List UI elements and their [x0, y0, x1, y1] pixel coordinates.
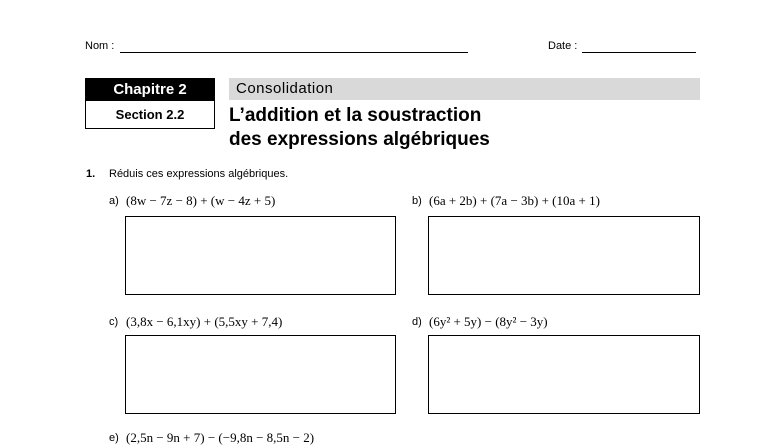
item-d-answer-box[interactable] — [428, 335, 700, 414]
item-b-answer-box[interactable] — [428, 216, 700, 295]
chapter-box — [85, 78, 215, 129]
date-line[interactable] — [582, 52, 696, 53]
date-label: Date : — [548, 40, 578, 52]
question-number: 1. — [86, 168, 96, 180]
title-line-2: des expressions algébriques — [229, 129, 490, 150]
item-e-expression: (2,5n − 9n + 7) − (−9,8n − 8,5n − 2) — [126, 430, 315, 445]
item-d-letter: d) — [412, 316, 422, 328]
consolidation-banner — [229, 78, 700, 100]
chapter-title: Chapitre 2 — [86, 79, 214, 101]
title-line-1: L’addition et la soustraction — [229, 105, 482, 126]
item-e-letter: e) — [109, 432, 119, 444]
name-line[interactable] — [120, 52, 468, 53]
item-c-letter: c) — [109, 316, 119, 328]
name-label: Nom : — [85, 40, 115, 52]
question-instruction: Réduis ces expressions algébriques. — [109, 168, 289, 180]
item-c-expression: (3,8x − 6,1xy) + (5,5xy + 7,4) — [126, 314, 283, 329]
section-label: Section 2.2 — [115, 107, 185, 122]
banner-label: Consolidation — [236, 80, 334, 97]
item-a-expression: (8w − 7z − 8) + (w − 4z + 5) — [126, 193, 276, 208]
item-a-answer-box[interactable] — [125, 216, 396, 295]
page-title — [229, 104, 490, 152]
item-b-expression: (6a + 2b) + (7a − 3b) + (10a + 1) — [429, 193, 600, 208]
item-d-expression: (6y² + 5y) − (8y² − 3y) — [429, 314, 548, 329]
item-b-letter: b) — [412, 195, 422, 207]
item-c-answer-box[interactable] — [125, 335, 396, 414]
item-a-letter: a) — [109, 195, 119, 207]
